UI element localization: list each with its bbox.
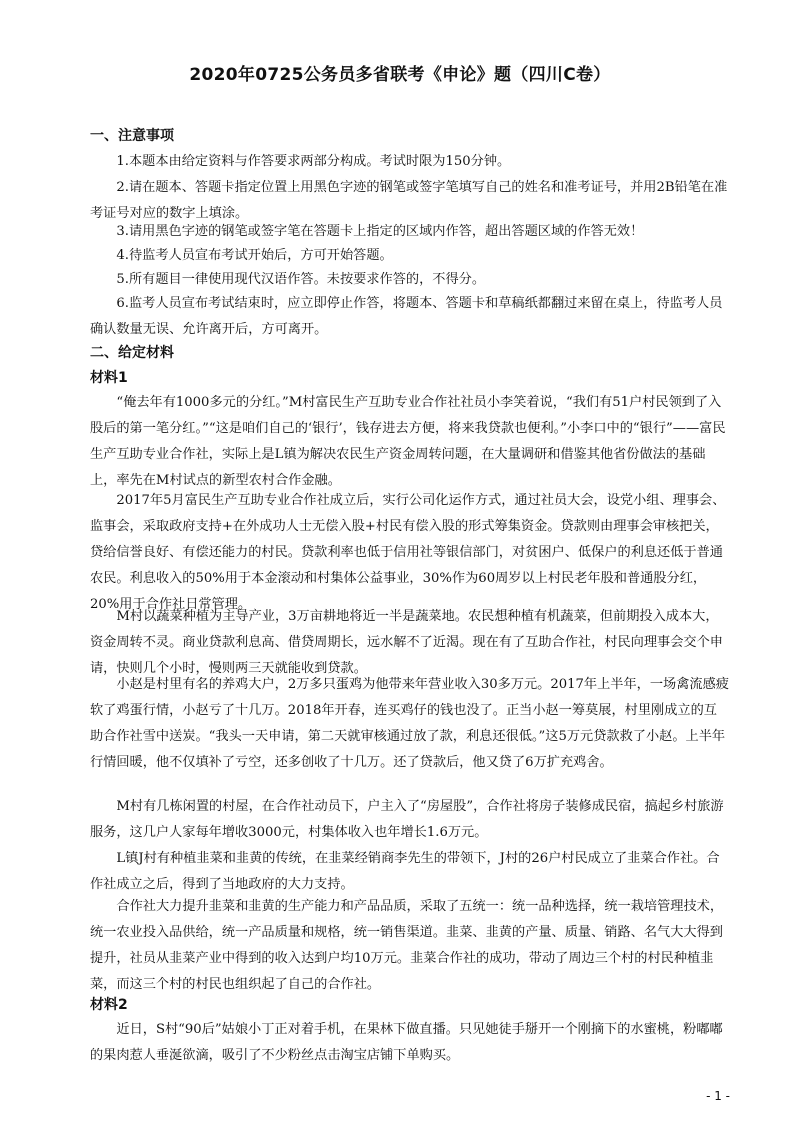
section-heading-materials: 二、给定材料 — [90, 345, 174, 361]
section-heading-notes: 一、注意事项 — [90, 128, 174, 144]
material-paragraph: M村有几栋闲置的村屋，在合作社动员下，户主入了“房屋股”，合作社将房子装修成民宿，搞起乡村旅游服务，这几户人家每年增收3000元，村集体收入也年增长1.6万元。 — [90, 799, 724, 840]
material-heading: 材料2 — [90, 997, 128, 1013]
material-paragraph: L镇J村有种植韭菜和韭黄的传统，在韭菜经销商李先生的带领下，J村的26户村民成立了韭菜合作社。合作社成立之后，得到了当地政府的大力支持。 — [90, 851, 720, 892]
notice-item: 5.所有题目一律使用现代汉语作答。未按要求作答的，不得分。 — [116, 272, 486, 287]
material-paragraph: “俺去年有1000多元的分红。”M村富民生产互助专业合作社社员小李笑着说，“我们有51户村民领到了入股后的第一笔分红。”“这是咱们自己的‘银行’，钱存进去方便，将来我贷款也便利。”小李口中的“银行”——富民生产互助专业合作社，实际上是L镇为解决农民生产资金周转问题，在大量调研和借鉴其他省份做法的基础上，率先在M村试点的新型农村合作金融。 — [90, 395, 726, 488]
document-title: 2020年0725公务员多省联考《申论》题（四川C卷） — [189, 65, 611, 85]
notice-item: 1.本题本由给定资料与作答要求两部分构成。考试时限为150分钟。 — [116, 154, 511, 169]
material-paragraph: 近日，S村“90后”姑娘小丁正对着手机，在果林下做直播。只见她徒手掰开一个刚摘下的水蜜桃，粉嘟嘟的果肉惹人垂涎欲滴，吸引了不少粉丝点击淘宝店铺下单购买。 — [90, 1022, 723, 1063]
material-paragraph: M村以蔬菜种植为主导产业，3万亩耕地将近一半是蔬菜地。农民想种植有机蔬菜，但前期投入成本大，资金周转不灵。商业贷款利息高、借贷周期长，远水解不了近渴。现在有了互助合作社，村民向理事会交个申请，快则几个小时，慢则两三天就能收到贷款。 — [90, 609, 723, 676]
material-paragraph: 2017年5月富民生产互助专业合作社成立后，实行公司化运作方式，通过社员大会，设党小组、理事会、监事会，采取政府支持+在外成功人士无偿入股+村民有偿入股的形式筹集资金。贷款则由理事会审核把关，贷给信誉良好、有偿还能力的村民。贷款利率也低于信用社等银信部门，对贫困户、低保户的利息还低于普通农民。利息收入的50%用于本金滚动和村集体公益事业，30%作为60周岁以上村民老年股和普通股分红，20%用于合作社日常管理。 — [90, 493, 726, 612]
notice-item: 6.监考人员宣布考试结束时，应立即停止作答，将题本、答题卡和草稿纸都翻过来留在桌上，待监考人员确认数量无误、允许离开后，方可离开。 — [90, 296, 723, 337]
material-heading: 材料1 — [90, 370, 128, 386]
notice-item: 4.待监考人员宣布考试开始后，方可开始答题。 — [116, 248, 393, 263]
page-number: - 1 - — [706, 1089, 730, 1103]
notice-item: 2.请在题本、答题卡指定位置上用黑色字迹的钢笔或签字笔填写自己的姓名和准考证号，并用2B铅笔在准考证号对应的数字上填涂。 — [90, 180, 728, 221]
notice-item: 3.请用黑色字迹的钢笔或签字笔在答题卡上指定的区域内作答，超出答题区域的作答无效！ — [116, 224, 644, 239]
material-paragraph: 小赵是村里有名的养鸡大户，2万多只蛋鸡为他带来年营业收入30多万元。2017年上半年，一场禽流感疲软了鸡蛋行情，小赵亏了十几万。2018年开春，连买鸡仔的钱也没了。正当小赵一筹莫展，村里刚成立的互助合作社雪中送炭。“我头一天申请，第二天就审核通过放了款，利息还很低。”这5万元贷款救了小赵。上半年行情回暖，他不仅填补了亏空，还多创收了十几万。还了贷款后，他又贷了6万扩充鸡舍。 — [90, 677, 729, 770]
material-paragraph: 合作社大力提升韭菜和韭黄的生产能力和产品品质，采取了五统一：统一品种选择，统一栽培管理技术，统一农业投入品供给，统一产品质量和规格，统一销售渠道。韭菜、韭黄的产量、质量、销路、名气大大得到提升，社员从韭菜产业中得到的收入达到户均10万元。韭菜合作社的成功，带动了周边三个村的村民种植韭菜，而这三个村的村民也组织起了自己的合作社。 — [90, 899, 724, 992]
